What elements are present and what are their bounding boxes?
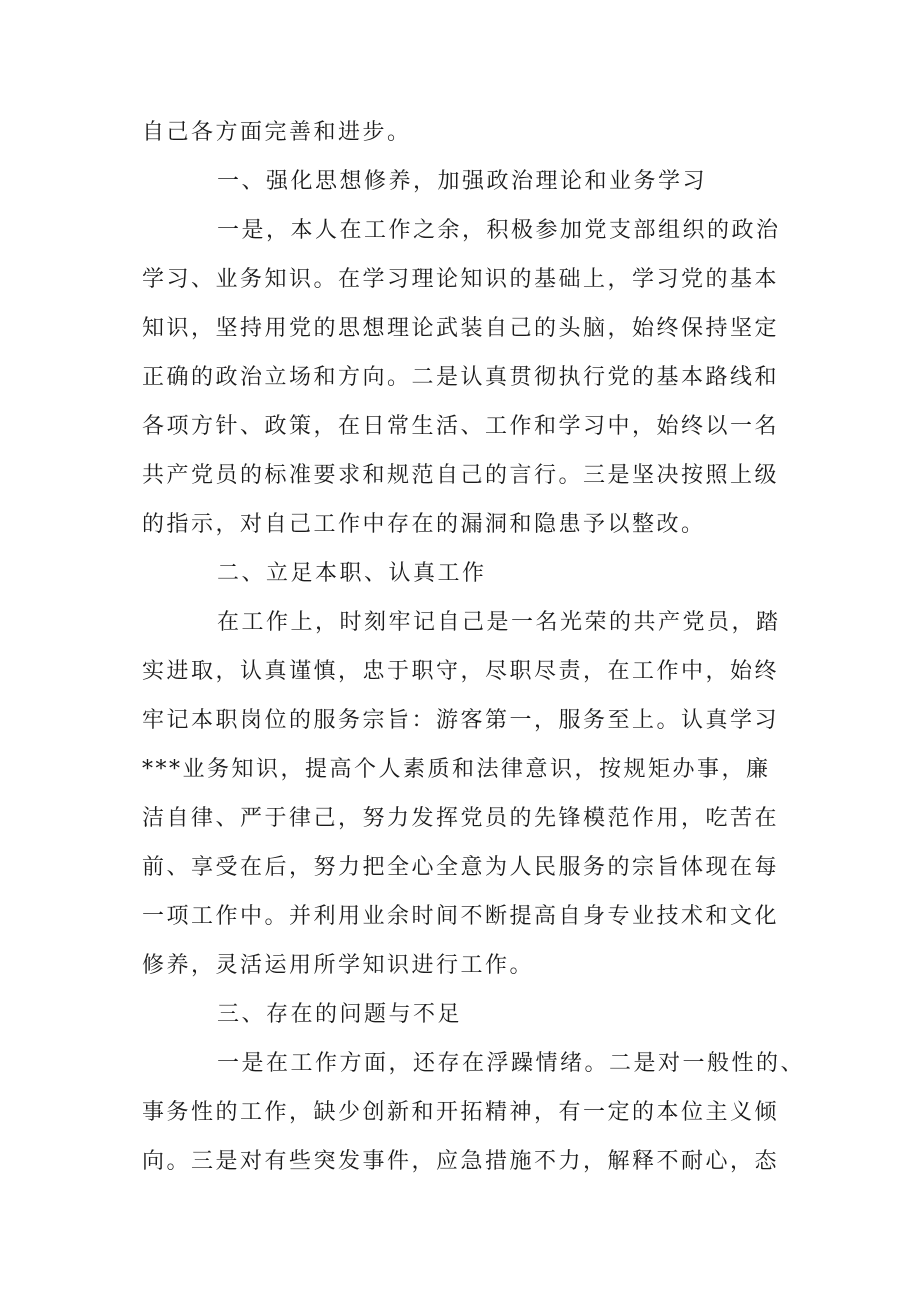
- paragraph-line: 实进取，认真谨慎，忠于职守，尽职尽责，在工作中，始终: [142, 659, 780, 684]
- section-heading: 三、存在的问题与不足: [217, 1002, 463, 1027]
- paragraph-line: 一是，本人在工作之余，积极参加党支部组织的政治: [217, 218, 781, 243]
- paragraph-line: 一项工作中。并利用业余时间不断提高自身专业技术和文化: [142, 904, 780, 929]
- paragraph-line: 自己各方面完善和进步。: [142, 120, 412, 145]
- paragraph-line: 修养，灵活运用所学知识进行工作。: [142, 953, 535, 978]
- section-heading: 二、立足本职、认真工作: [217, 561, 487, 586]
- paragraph-line: 前、享受在后，努力把全心全意为人民服务的宗旨体现在每: [142, 855, 780, 880]
- paragraph-line: 知识，坚持用党的思想理论武装自己的头脑，始终保持坚定: [142, 316, 780, 341]
- document-body: [142, 108, 806, 1186]
- paragraph-line: 向。三是对有些突发事件，应急措施不力，解释不耐心，态: [142, 1149, 780, 1174]
- paragraph-line: 各项方针、政策，在日常生活、工作和学习中，始终以一名: [142, 414, 780, 439]
- paragraph-line: 一是在工作方面，还存在浮躁情绪。二是对一般性的、: [217, 1051, 806, 1076]
- paragraph-line: 洁自律、严于律己，努力发挥党员的先锋模范作用，吃苦在: [142, 806, 780, 831]
- paragraph-line: 共产党员的标准要求和规范自己的言行。三是坚决按照上级: [142, 463, 780, 488]
- paragraph-line: ***业务知识，提高个人素质和法律意识，按规矩办事，廉: [142, 757, 771, 782]
- section-heading: 一、强化思想修养，加强政治理论和业务学习: [217, 169, 708, 194]
- paragraph-line: 正确的政治立场和方向。二是认真贯彻执行党的基本路线和: [142, 365, 780, 390]
- paragraph-line: 学习、业务知识。在学习理论知识的基础上，学习党的基本: [142, 267, 780, 292]
- paragraph-line: 牢记本职岗位的服务宗旨：游客第一，服务至上。认真学习: [142, 708, 780, 733]
- paragraph-line: 事务性的工作，缺少创新和开拓精神，有一定的本位主义倾: [142, 1100, 780, 1125]
- paragraph-line: 在工作上，时刻牢记自己是一名光荣的共产党员，踏: [217, 610, 781, 635]
- paragraph-line: 的指示，对自己工作中存在的漏洞和隐患予以整改。: [142, 512, 706, 537]
